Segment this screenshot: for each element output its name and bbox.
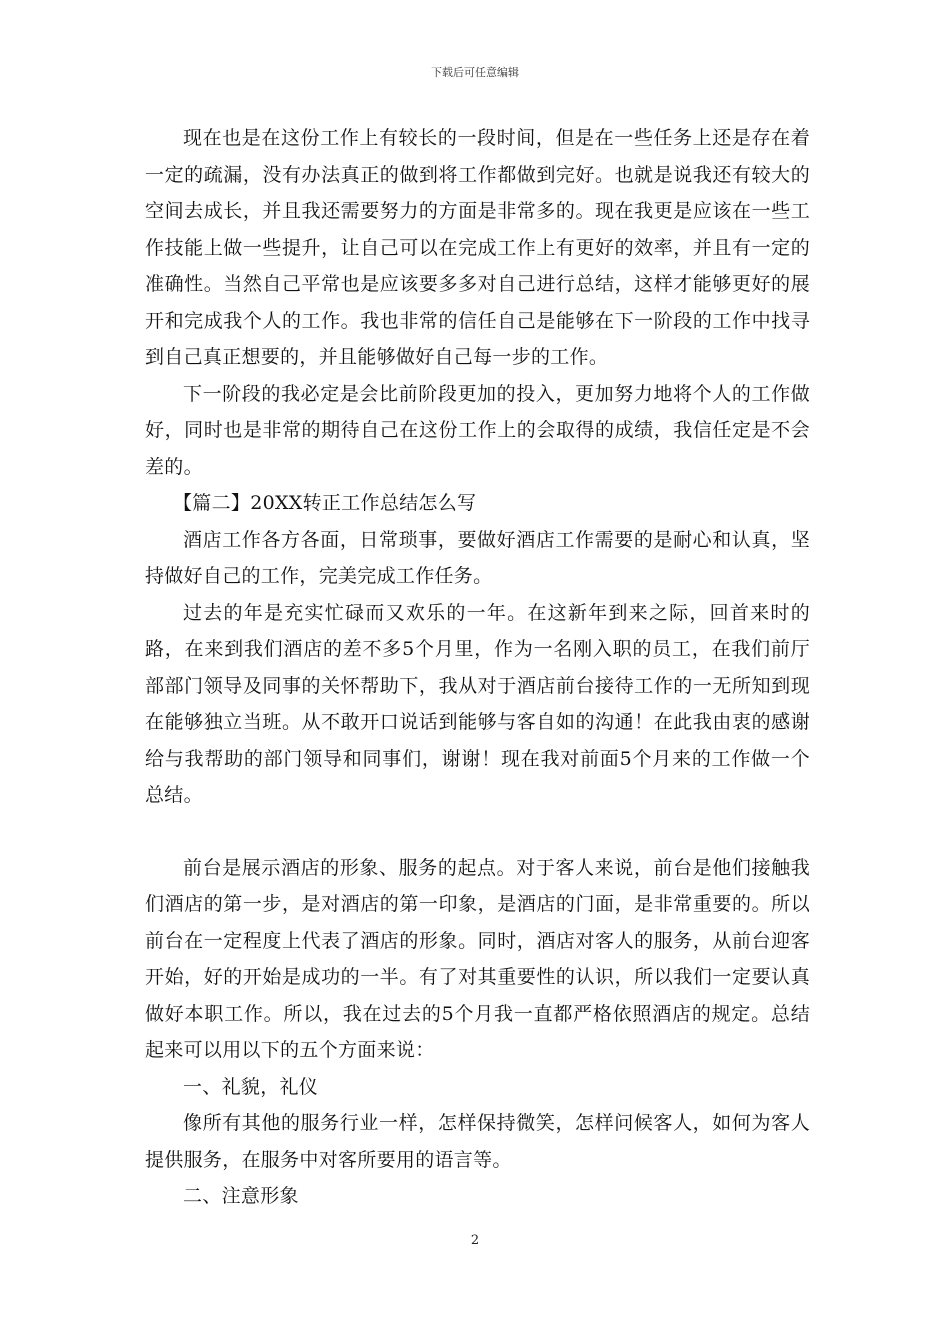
paragraph-next-stage: 下一阶段的我必定是会比前阶段更加的投入，更加努力地将个人的工作做好，同时也是非常的期待自己在这份工作上的会取得的成绩，我信任定是不会差的。 <box>145 382 810 478</box>
paragraph-past-year: 过去的年是充实忙碌而又欢乐的一年。在这新年到来之际，回首来时的路，在来到我们酒店的差不多5个月里，作为一名刚入职的员工，在我们前厅部部门领导及同事的关怀帮助下，我从对于酒店前台接待工作的一无所知到现在能够独立当班。从不敢开口说话到能够与客自如的沟通！在此我由衷的感谢给与我帮助的部门领导和同事们，谢谢！现在我对前面5个月来的工作做一个总结。 <box>145 601 810 806</box>
paragraph-work-reflection: 现在也是在这份工作上有较长的一段时间，但是在一些任务上还是存在着一定的疏漏，没有办法真正的做到将工作都做到完好。也就是说我还有较大的空间去成长，并且我还需要努力的方面是非常多的。现在我更是应该在一些工作技能上做一些提升，让自己可以在完成工作上有更好的效率，并且有一定的准确性。当然自己平常也是应该要多多对自己进行总结，这样才能够更好的展开和完成我个人的工作。我也非常的信任自己是能够在下一阶段的工作中找寻到自己真正想要的，并且能够做好自己每一步的工作。 <box>145 127 810 368</box>
page-header: 下载后可任意编辑 <box>431 66 519 79</box>
document-body <box>145 120 810 1215</box>
paragraph-hotel-work-intro: 酒店工作各方各面，日常琐事，要做好酒店工作需要的是耐心和认真，坚持做好自己的工作，完美完成工作任务。 <box>145 528 810 587</box>
list-item-courtesy: 一、礼貌，礼仪 <box>183 1075 319 1098</box>
section-heading-part-two: 【篇二】20XX转正工作总结怎么写 <box>173 492 477 514</box>
paragraph-courtesy-detail: 像所有其他的服务行业一样，怎样保持微笑，怎样问候客人，如何为客人提供服务，在服务中对客所要用的语言等。 <box>145 1112 810 1171</box>
list-item-appearance: 二、注意形象 <box>183 1185 299 1207</box>
paragraph-front-desk-role: 前台是展示酒店的形象、服务的起点。对于客人来说，前台是他们接触我们酒店的第一步，是对酒店的第一印象，是酒店的门面，是非常重要的。所以前台在一定程度上代表了酒店的形象。同时，酒店对客人的服务，从前台迎客开始，好的开始是成功的一半。有了对其重要性的认识，所以我们一定要认真做好本职工作。所以，我在过去的5个月我一直都严格依照酒店的规定。总结起来可以用以下的五个方面来说： <box>145 856 810 1061</box>
page-number: 2 <box>470 1233 480 1248</box>
blank-line <box>145 814 810 850</box>
